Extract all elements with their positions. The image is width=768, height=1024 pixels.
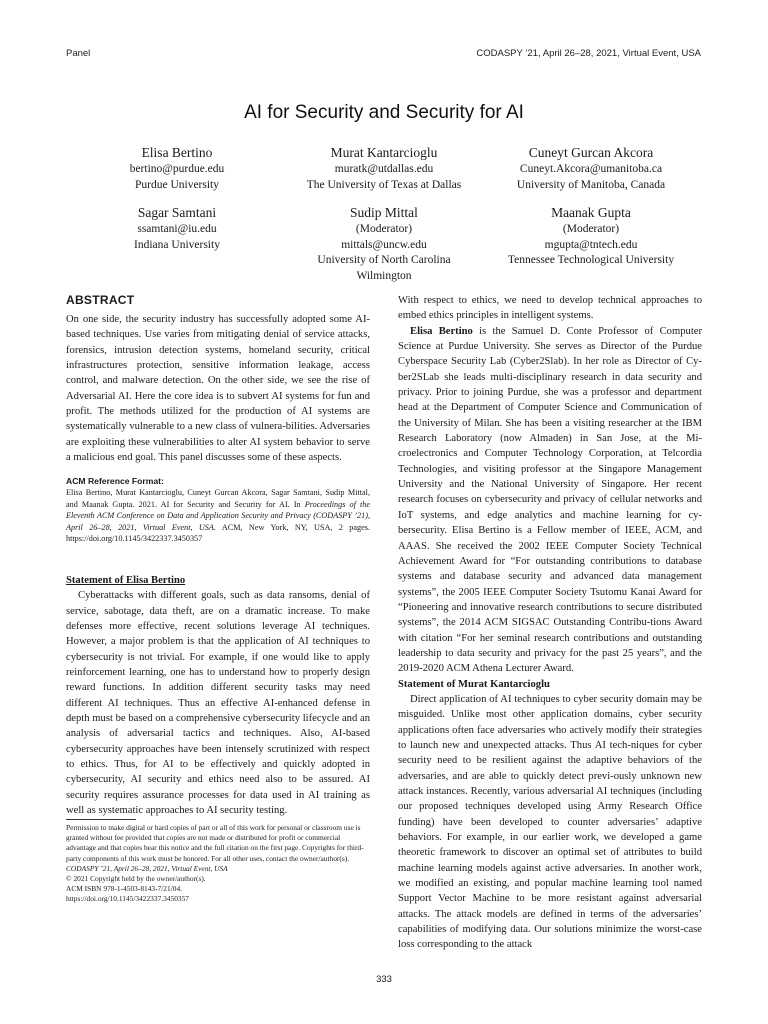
abstract-text <box>66 312 370 465</box>
author-block <box>269 204 499 284</box>
footnote-block <box>66 823 370 905</box>
author-name: Elisa Bertino <box>141 145 213 160</box>
author-affiliation: University of North Carolina <box>317 254 451 266</box>
author-role: (Moderator) <box>562 223 620 235</box>
bio-name: Elisa Bertino <box>410 325 473 337</box>
author-block <box>62 144 292 193</box>
author-name: Sagar Samtani <box>137 205 217 220</box>
author-block <box>62 204 292 253</box>
acm-reference-authors: Elisa Bertino, Murat Kantarcioglu, Cuneyt Gurcan Akcora, Sagar Samtani, Sudip Mittal, and Maanak Gupta. 2021. AI for Security and Security for AI. In <box>66 488 370 509</box>
author-name: Murat Kantarcioglu <box>330 145 438 160</box>
abstract-heading: ABSTRACT <box>66 293 135 307</box>
acm-reference-tail: ACM, New York, NY, USA, 2 pages. https://doi.org/10.1145/3422337.3450357 <box>66 522 370 544</box>
statement-heading: Statement of Elisa Bertino <box>66 575 186 586</box>
acm-reference <box>66 476 370 544</box>
author-affiliation: The University of Texas at Dallas <box>306 178 462 191</box>
footnote-venue: CODASPY ’21, April 26–28, 2021, Virtual Event, USA <box>66 863 228 873</box>
author-email: mgupta@tntech.edu <box>544 238 638 251</box>
author-affiliation: University of Manitoba, Canada <box>516 178 666 191</box>
doi-line: https://doi.org/10.1145/3422337.3450357 <box>66 894 189 904</box>
right-column <box>398 293 702 953</box>
permission-notice: Permission to make digital or hard copies of part or all of this work for personal or classroom use is granted without fee provided that copies are not made or distributed for profit or commercial advantage and that copies bear this notice and the full citation on the first page. Copyrights for third-party components of this work must be honored. For all other uses, contact the owner/author(s). <box>66 823 364 863</box>
copyright-line: © 2021 Copyright held by the owner/author(s). <box>66 874 206 884</box>
statement-heading: Statement of Murat Kantarcioglu <box>398 678 550 690</box>
author-affiliation: Tennessee Technological University <box>507 254 675 266</box>
author-affiliation-line2: Wilmington <box>356 269 412 282</box>
author-email: ssamtani@iu.edu <box>137 223 217 235</box>
statement-bertino <box>66 573 370 819</box>
acm-reference-heading: ACM Reference Format: <box>66 476 164 486</box>
paper-title: AI for Security and Security for AI <box>244 102 524 123</box>
author-name: Maanak Gupta <box>551 205 631 220</box>
author-email: muratk@utdallas.edu <box>334 163 434 175</box>
running-header-right: CODASPY ’21, April 26–28, 2021, Virtual Event, USA <box>476 48 701 59</box>
acm-reference-venue: Proceedings of the Eleventh ACM Conference on Data and Application Security and Privacy (CODASPY ’21), April 26–28, 2021, Virtual Event, USA. <box>66 499 370 532</box>
running-header-left: Panel <box>66 48 91 59</box>
author-name: Sudip Mittal <box>350 205 418 220</box>
bio-text: is the Samuel D. Conte Professor of Computer Science at Purdue University. She serves as Director of the Purdue Cyberspace Security Lab (Cyber2Slab). In her role as Director of Cy-ber2SLab she leads multi-disciplinary research in data security and privacy. Prior to joining Purdue, she was a professor and department head at the Department of Computer Science and Communication of the University of Milan. She has been a visiting researcher at the IBM Research Laboratory (now Almaden) in San Jose, at the Mi-croelectronics and Computer Technology Corporation, at Telcordia Technologies, and visiting professor at the Singapore Management University and the National University of Singapore. Her recent research focuses on cybersecurity and privacy of cellular networks and IoT systems, and edge analytics and machine learning for cy-bersecurity. Elisa Bertino is a Fellow member of IEEE, ACM, and AAAS. She received the 2002 IEEE Computer Society Technical Achievement Award for “For outstanding contributions to database systems and database security and advanced data management systems”, the 2005 IEEE Computer Society Tsutomu Kanai Award for “Pioneering and innovative research contributions to secure distributed systems”, the 2014 ACM SIGSAC Outstanding Contribu-tions Award with citation “For her seminal research contributions and outstanding leadership to data security and privacy for the past 25 years”, and the 2019-2020 ACM Athena Lecturer Award. <box>398 325 702 675</box>
abstract-paragraph: On one side, the security industry has successfully adopted some AI-based techniques. Use varies from mitigating denial of service attacks, forensics, intrusion detection systems, homeland security, critical infrastructures protection, sensitive information leakage, access control, and malware detection. On the other side, we see the rise of Adversarial AI. Here the core idea is to subvert AI systems for fun and profit. The methods utilized for the production of AI systems are systematically vulnerable to a new class of vulnera-bilities. Adversaries are exploiting these vulnerabilities to alter AI system behavior to serve a malicious end goal. This panel discusses some of these aspects. <box>66 314 370 464</box>
page-number: 333 <box>376 974 392 985</box>
author-affiliation: Indiana University <box>134 238 220 251</box>
author-name: Cuneyt Gurcan Akcora <box>528 145 654 160</box>
bio-paragraph <box>398 324 702 677</box>
author-email: mittals@uncw.edu <box>341 238 427 251</box>
author-block <box>269 144 499 193</box>
statement-paragraph: Cyberattacks with different goals, such as data ransoms, denial of service, sabotage, data theft, are on a dramatic increase. To make defenses more effective, recent solutions leverage AI techniques. However, a major problem is that the application of AI techniques to cybersecurity is not trivial. For example, if one would like to apply reinforcement learning, one has to understand how to properly design reward functions. In addition different security tasks may need different AI techniques. Thus an effective AI-enhanced defense in depth must be based on a comprehensive cybersecurity lifecycle and an analysis of adversarial tactics and techniques. Also, AI-based cybersecurity approaches have been intensely scrutinized with respect to ethics. Thus, for AI to be effectively and quickly adopted in cybersecurity, AI security and ethics need also to be assured. AI security requires assurance processes for data used in AI training as well as systematic approaches to AI security testing. <box>66 590 370 817</box>
statement-paragraph: Direct application of AI techniques to cyber security domain may be misguided. Unlike most other application domains, cyber security applications often face adversaries who actively modify their strategies to launch new and unexpected attacks. Thus AI tech-niques for cyber security need to be resilient against the adaptive behaviors of the adversaries, and are able to quickly detect previ-ously unknown new attack instances. Recently, various adversarial AI techniques (including our proposed techniques developed using Army Research Office funding) have been developed to counter adversaries’ adaptive behaviors. For example, in our earlier work, we developed a game theoretic framework to discover an optimal set of attributes to build machine learning models against active adversaries. In another work, we modified an existing, and popular machine learning tool named Support Vector Machine to be more resistant against adversarial attacks. The attack models are defined in terms of the adversaries’ capabilities of modifying data. Our solutions minimize the worst-case loss corresponding to the attack <box>398 693 702 951</box>
author-block <box>476 204 706 269</box>
author-role: (Moderator) <box>355 223 413 235</box>
author-email: bertino@purdue.edu <box>129 163 225 175</box>
isbn-line: ACM ISBN 978-1-4503-8143-7/21/04. <box>66 884 182 894</box>
author-email: Cuneyt.Akcora@umanitoba.ca <box>519 163 663 175</box>
ethics-paragraph: With respect to ethics, we need to develop technical approaches to embed ethics principles in intelligent systems. <box>398 295 702 322</box>
author-block <box>476 144 706 193</box>
footnote-divider <box>66 819 136 820</box>
author-affiliation: Purdue University <box>134 178 219 191</box>
